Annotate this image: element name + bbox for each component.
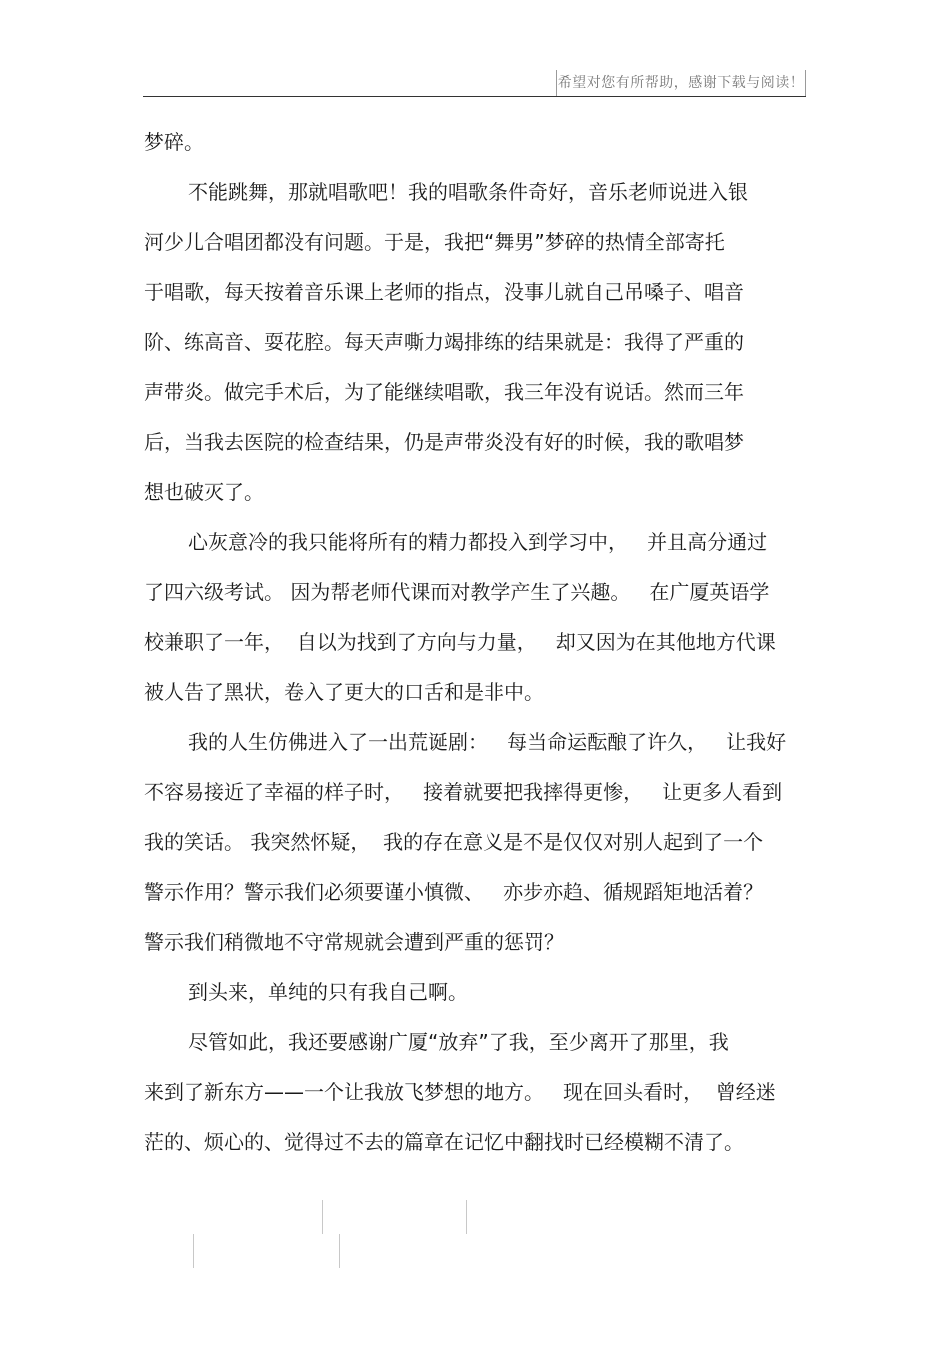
text-line: 声带炎。做完手术后，为了能继续唱歌，我三年没有说话。然而三年 <box>144 380 744 404</box>
text-line: 想也破灭了。 <box>144 480 264 504</box>
text-line: 来到了新东方——一个让我放飞梦想的地方。 现在回头看时， 曾经迷 <box>144 1080 776 1104</box>
header-banner: 希望对您有所帮助，感谢下载与阅读！ <box>556 70 806 96</box>
text-line: 不容易接近了幸福的样子时， 接着就要把我摔得更惨， 让更多人看到 <box>144 780 783 804</box>
text-line: 警示作用？警示我们必须要谨小慎微、 亦步亦趋、循规蹈矩地活着？ <box>144 880 764 904</box>
document-body <box>144 117 808 1167</box>
text-line: 于唱歌，每天按着音乐课上老师的指点，没事儿就自己吊嗓子、唱音 <box>144 280 744 304</box>
text-line: 了四六级考试。 因为帮老师代课而对教学产生了兴趣。 在广厦英语学 <box>144 580 770 604</box>
scan-artifact-line <box>322 1200 323 1234</box>
text-line: 被人告了黑状，卷入了更大的口舌和是非中。 <box>144 680 544 704</box>
text-line: 河少儿合唱团都没有问题。于是，我把“舞男”梦碎的热情全部寄托 <box>144 230 725 254</box>
scan-artifact-line <box>466 1200 467 1234</box>
header-rule <box>143 96 806 97</box>
text-line: 到头来，单纯的只有我自己啊。 <box>188 980 468 1004</box>
text-line: 我的人生仿佛进入了一出荒诞剧： 每当命运酝酿了许久， 让我好 <box>188 730 787 754</box>
text-line: 梦碎。 <box>144 130 204 154</box>
scan-artifact-line <box>193 1234 194 1268</box>
text-line: 警示我们稍微地不守常规就会遭到严重的惩罚？ <box>144 930 564 954</box>
text-line: 尽管如此，我还要感谢广厦“放弃”了我，至少离开了那里，我 <box>188 1030 729 1054</box>
text-line: 校兼职了一年， 自以为找到了方向与力量， 却又因为在其他地方代课 <box>144 630 776 654</box>
text-line: 我的笑话。 我突然怀疑， 我的存在意义是不是仅仅对别人起到了一个 <box>144 830 764 854</box>
text-line: 茫的、烦心的、觉得过不去的篇章在记忆中翻找时已经模糊不清了。 <box>144 1130 744 1154</box>
text-line: 不能跳舞，那就唱歌吧！我的唱歌条件奇好，音乐老师说进入银 <box>188 180 748 204</box>
text-line: 阶、练高音、耍花腔。每天声嘶力竭排练的结果就是：我得了严重的 <box>144 330 744 354</box>
text-line: 心灰意冷的我只能将所有的精力都投入到学习中， 并且高分通过 <box>188 530 768 554</box>
scan-artifact-line <box>339 1234 340 1268</box>
text-line: 后，当我去医院的检查结果，仍是声带炎没有好的时候，我的歌唱梦 <box>144 430 744 454</box>
